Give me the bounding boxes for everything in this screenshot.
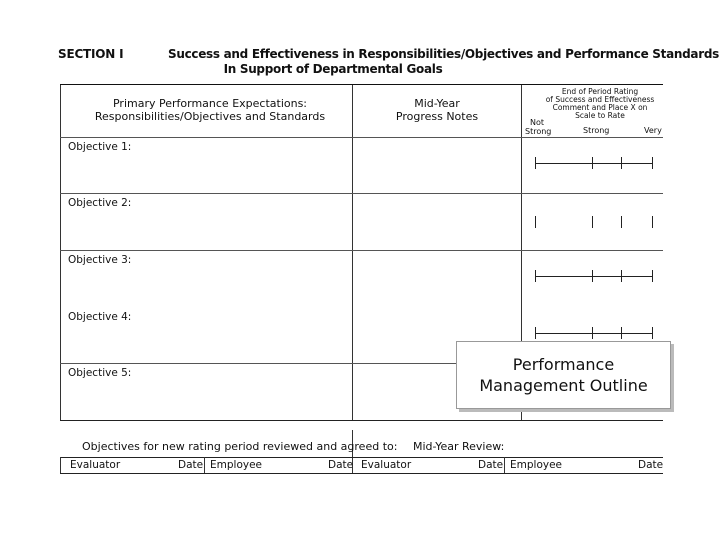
date-field-4[interactable]: Date (638, 459, 664, 471)
rating-header-line1: End of Period Rating (561, 87, 639, 96)
date-field-2[interactable]: Date (328, 459, 354, 471)
evaluator-field-1[interactable]: Evaluator (70, 459, 121, 471)
midyear-header-line2: Progress Notes (395, 110, 479, 123)
scale-label-not-strong: Not Strong (525, 118, 552, 136)
midyear-review-label: Mid-Year Review: (413, 440, 505, 453)
date-field-1[interactable]: Date (178, 459, 204, 471)
signature-divider (204, 457, 205, 473)
caption-line2: Management Outline (479, 376, 648, 395)
column-divider-1 (352, 85, 353, 420)
objective-4-label: Objective 4: (68, 311, 132, 323)
signature-left-border (60, 457, 61, 473)
evaluator-field-2[interactable]: Evaluator (361, 459, 412, 471)
objective-3-label: Objective 3: (68, 254, 132, 266)
form-left-border (60, 85, 61, 420)
section-subtitle: In Support of Departmental Goals (223, 62, 443, 76)
row-divider (60, 193, 663, 194)
agreed-objectives-label: Objectives for new rating period reviewed and agreed to: (82, 440, 398, 453)
caption-line1: Performance (512, 355, 615, 374)
row-divider (60, 137, 663, 138)
midyear-header-line1: Mid-Year (414, 97, 460, 110)
employee-field-2[interactable]: Employee (510, 459, 563, 471)
primary-expectations-header (80, 97, 340, 123)
section-number: SECTION I (58, 47, 124, 61)
date-field-3[interactable]: Date (478, 459, 504, 471)
scale-label-very: Very (644, 126, 662, 135)
row-divider (60, 250, 663, 251)
rating-header-line4: Scale to Rate (575, 111, 625, 120)
signature-divider (504, 457, 505, 473)
employee-field-1[interactable]: Employee (210, 459, 263, 471)
caption-box (456, 341, 671, 409)
rating-header-line3: Comment and Place X on (552, 103, 648, 112)
objective-5-label: Objective 5: (68, 367, 132, 379)
signature-line-bottom (60, 473, 663, 474)
section-title: Success and Effectiveness in Responsibilities/Objectives and Performance Standards (168, 47, 719, 61)
primary-header-line2: Responsibilities/Objectives and Standards (94, 110, 326, 123)
objective-2-label: Objective 2: (68, 197, 132, 209)
rating-header (535, 88, 665, 120)
midyear-notes-header (360, 97, 514, 123)
scale-label-strong: Strong (583, 126, 610, 135)
rating-header-line2: of Success and Effectiveness (545, 95, 655, 104)
primary-header-line1: Primary Performance Expectations: (112, 97, 308, 110)
signature-line-top (60, 457, 663, 458)
objective-1-label: Objective 1: (68, 141, 132, 153)
